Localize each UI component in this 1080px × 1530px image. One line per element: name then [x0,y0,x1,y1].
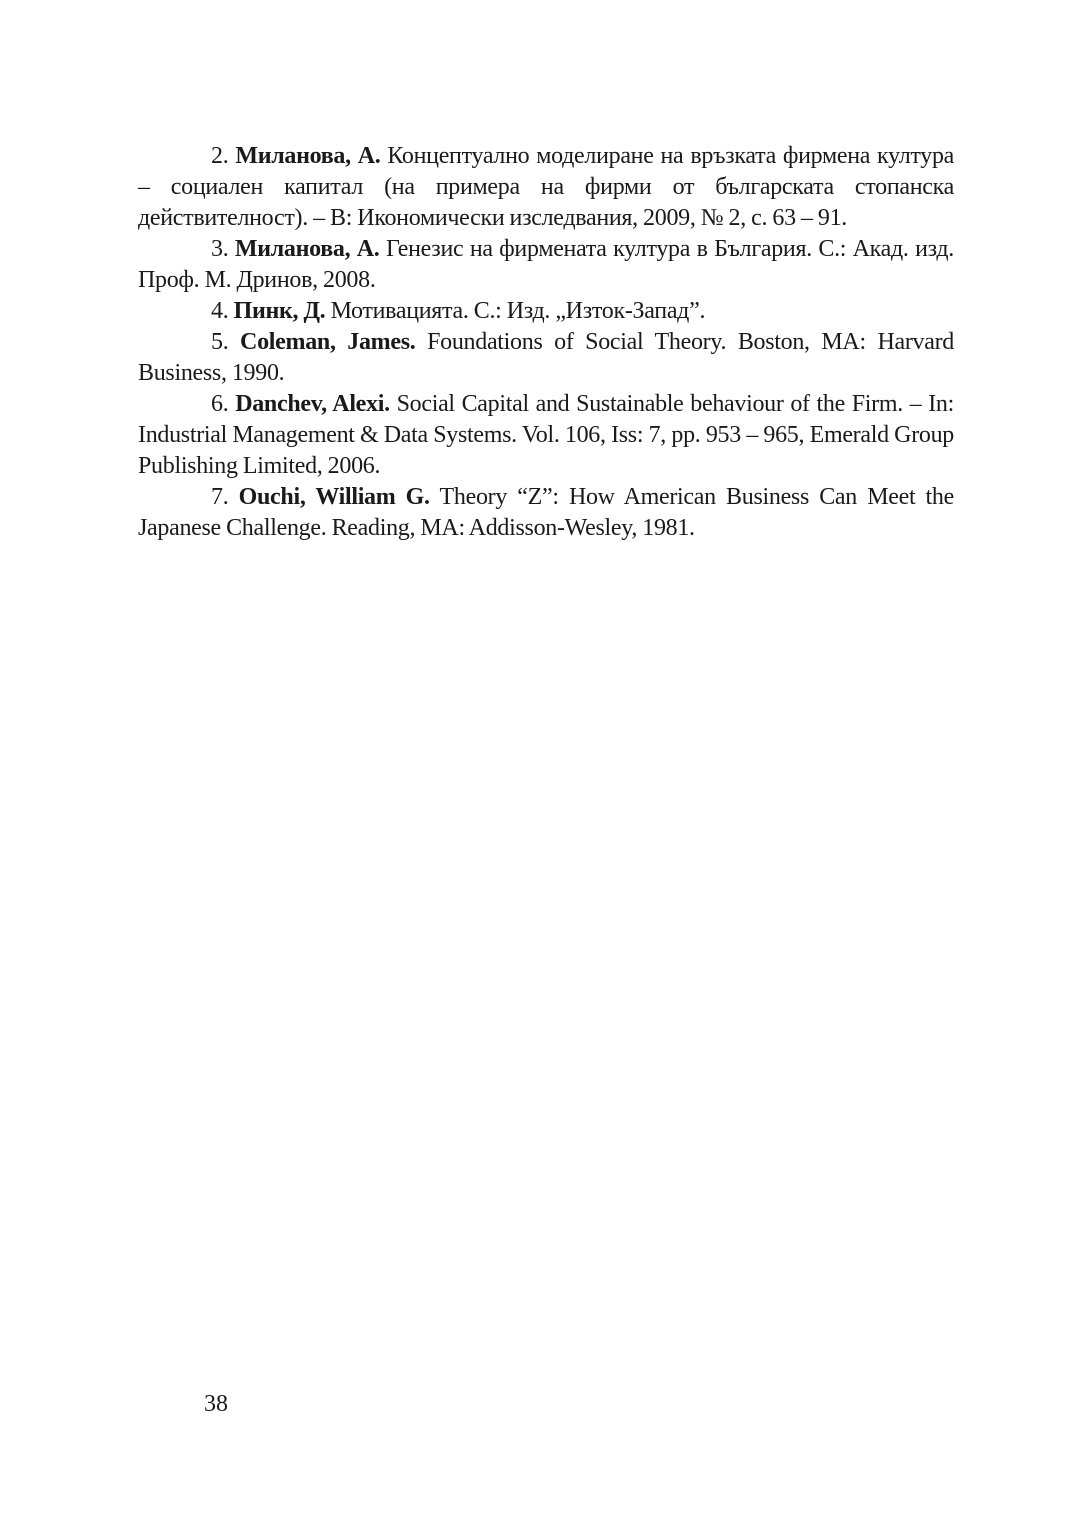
reference-number: 4. [211,298,229,324]
reference-item-7 [138,482,954,544]
reference-number: 7. [211,484,229,510]
reference-number: 6. [211,391,229,417]
reference-item-5 [138,327,954,389]
reference-author: Миланова, А. [234,236,380,262]
reference-number: 3. [211,236,229,262]
reference-number: 2. [211,143,229,169]
reference-item-3 [138,234,954,296]
reference-author: Coleman, James. [240,329,416,355]
reference-item-4 [138,296,954,327]
reference-text: Концептуално моделиране на връзката фирмена култура – социален капитал (на примера на фирми от българската стопанска действителност). – В: Икономически изследвания, 2009, № 2, с. 63 – 91. [138,143,955,231]
reference-number: 5. [211,329,229,355]
reference-text: Foundations of Social Theory. Boston, MA: Harvard Business, 1990. [138,329,954,386]
reference-item-6 [138,389,954,482]
reference-item-2 [138,141,954,234]
reference-text: Генезис на фирмената култура в България. С.: Акад. изд. Проф. М. Дринов, 2008. [138,236,954,293]
reference-author: Миланова, А. [235,143,381,169]
reference-list [138,141,954,544]
reference-text: Social Capital and Sustainable behaviour of the Firm. – In: Industrial Management & Data Systems. Vol. 106, Iss: 7, pp. 953 – 965, Emerald Group Publishing Limited, 2006. [138,391,954,479]
reference-author: Ouchi, William G. [238,484,430,510]
reference-author: Пинк, Д. [233,298,326,324]
reference-text: Theory “Z”: How American Business Can Meet the Japanese Challenge. Reading, MA: Addisson-Wesley, 1981. [138,484,954,541]
page-number: 38 [204,1391,228,1417]
reference-text: Мотивацията. С.: Изд. „Изток-Запад”. [330,298,706,324]
reference-author: Danchev, Alexi. [235,391,390,417]
